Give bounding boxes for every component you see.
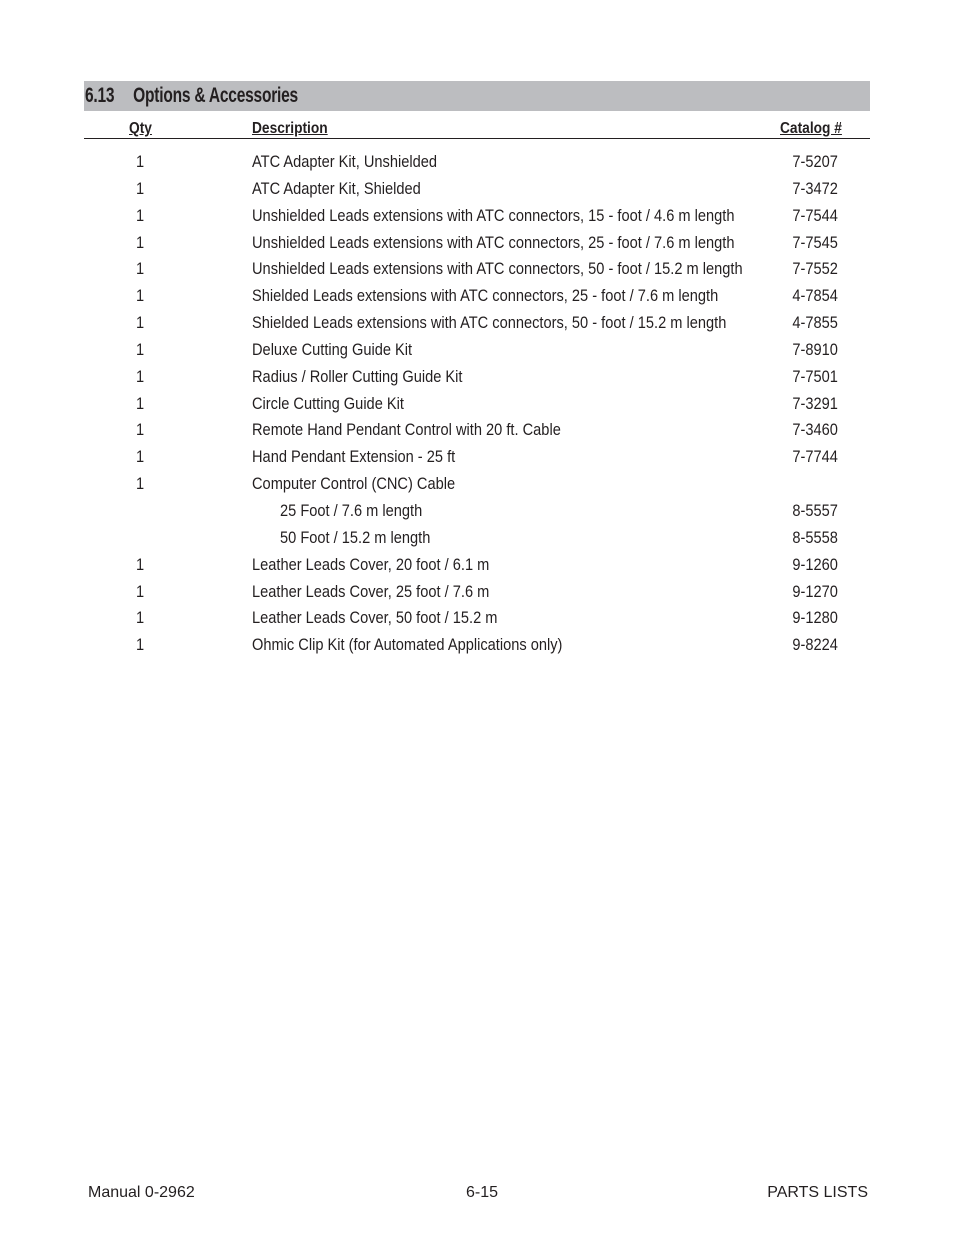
table-row — [84, 392, 870, 419]
qty-cell: 1 — [136, 581, 145, 601]
table-row — [84, 284, 870, 311]
qty-cell: 1 — [136, 178, 145, 198]
qty-cell: 1 — [136, 232, 145, 252]
catalog-cell: 9-1260 — [792, 554, 838, 574]
catalog-cell: 7-7744 — [792, 447, 838, 467]
catalog-cell: 7-3472 — [792, 178, 838, 198]
description-cell: Leather Leads Cover, 20 foot / 6.1 m — [252, 554, 490, 574]
table-row — [84, 365, 870, 392]
footer-manual-number: Manual 0-2962 — [88, 1184, 195, 1201]
catalog-cell: 7-7544 — [792, 205, 838, 225]
description-cell: Leather Leads Cover, 25 foot / 7.6 m — [252, 581, 490, 601]
footer-page-number: 6-15 — [466, 1184, 499, 1201]
section-heading — [84, 81, 870, 111]
description-cell: Hand Pendant Extension - 25 ft — [252, 447, 456, 467]
description-cell: Radius / Roller Cutting Guide Kit — [252, 366, 463, 386]
qty-cell: 1 — [136, 447, 145, 467]
catalog-cell: 8-5557 — [792, 500, 838, 520]
catalog-cell: 9-8224 — [792, 635, 838, 655]
catalog-cell: 9-1280 — [792, 608, 838, 628]
description-cell: Computer Control (CNC) Cable — [252, 474, 456, 494]
description-cell: Unshielded Leads extensions with ATC connectors, 15 - foot / 4.6 m length — [252, 205, 735, 225]
table-row — [84, 580, 870, 607]
footer-section-name: PARTS LISTS — [767, 1184, 868, 1201]
catalog-cell: 7-8910 — [792, 339, 838, 359]
description-cell: ATC Adapter Kit, Unshielded — [252, 152, 438, 171]
table-row — [84, 499, 870, 526]
table-row — [84, 338, 870, 365]
table-header — [84, 119, 870, 139]
table-row — [84, 231, 870, 258]
table-row — [84, 257, 870, 284]
catalog-cell: 7-5207 — [792, 152, 838, 171]
qty-cell: 1 — [136, 152, 145, 171]
catalog-cell: 7-7552 — [792, 259, 838, 279]
table-row — [84, 177, 870, 204]
description-cell: Leather Leads Cover, 50 foot / 15.2 m — [252, 608, 498, 628]
table-row — [84, 311, 870, 338]
catalog-cell: 8-5558 — [792, 527, 838, 547]
table-row — [84, 418, 870, 445]
qty-cell: 1 — [136, 313, 145, 333]
qty-cell: 1 — [136, 635, 145, 655]
description-cell: Shielded Leads extensions with ATC connectors, 25 - foot / 7.6 m length — [252, 286, 719, 306]
table-row — [84, 472, 870, 499]
description-cell: 25 Foot / 7.6 m length — [280, 500, 423, 520]
description-cell: ATC Adapter Kit, Shielded — [252, 178, 421, 198]
qty-cell: 1 — [136, 420, 145, 440]
qty-cell: 1 — [136, 339, 145, 359]
description-cell: Shielded Leads extensions with ATC connectors, 50 - foot / 15.2 m length — [252, 313, 727, 333]
catalog-cell: 7-3460 — [792, 420, 838, 440]
section-number: 6.13 — [85, 84, 115, 107]
description-cell: Circle Cutting Guide Kit — [252, 393, 404, 413]
qty-cell: 1 — [136, 474, 145, 494]
catalog-cell: 7-7545 — [792, 232, 838, 252]
catalog-cell: 4-7855 — [792, 313, 838, 333]
qty-cell: 1 — [136, 259, 145, 279]
table-row — [84, 526, 870, 553]
section-title: Options & Accessories — [132, 84, 298, 107]
qty-cell: 1 — [136, 608, 145, 628]
catalog-column-header: Catalog # — [780, 120, 842, 137]
qty-cell: 1 — [136, 554, 145, 574]
table-row — [84, 445, 870, 472]
catalog-cell: 7-3291 — [792, 393, 838, 413]
description-cell: Unshielded Leads extensions with ATC connectors, 25 - foot / 7.6 m length — [252, 232, 735, 252]
parts-table-body — [84, 150, 870, 660]
qty-cell: 1 — [136, 286, 145, 306]
catalog-cell: 9-1270 — [792, 581, 838, 601]
qty-column-header: Qty — [129, 120, 152, 137]
description-cell: Ohmic Clip Kit (for Automated Applications only) — [252, 635, 563, 655]
description-cell: Remote Hand Pendant Control with 20 ft. Cable — [252, 420, 561, 440]
description-cell: Unshielded Leads extensions with ATC connectors, 50 - foot / 15.2 m length — [252, 259, 743, 279]
catalog-cell: 7-7501 — [792, 366, 838, 386]
qty-cell: 1 — [136, 393, 145, 413]
description-cell: 50 Foot / 15.2 m length — [280, 527, 431, 547]
table-row — [84, 553, 870, 580]
table-row — [84, 204, 870, 231]
table-row — [84, 633, 870, 660]
qty-cell: 1 — [136, 366, 145, 386]
table-row — [84, 150, 870, 177]
description-column-header: Description — [252, 120, 328, 137]
qty-cell: 1 — [136, 205, 145, 225]
description-cell: Deluxe Cutting Guide Kit — [252, 339, 413, 359]
catalog-cell: 4-7854 — [792, 286, 838, 306]
table-row — [84, 606, 870, 633]
